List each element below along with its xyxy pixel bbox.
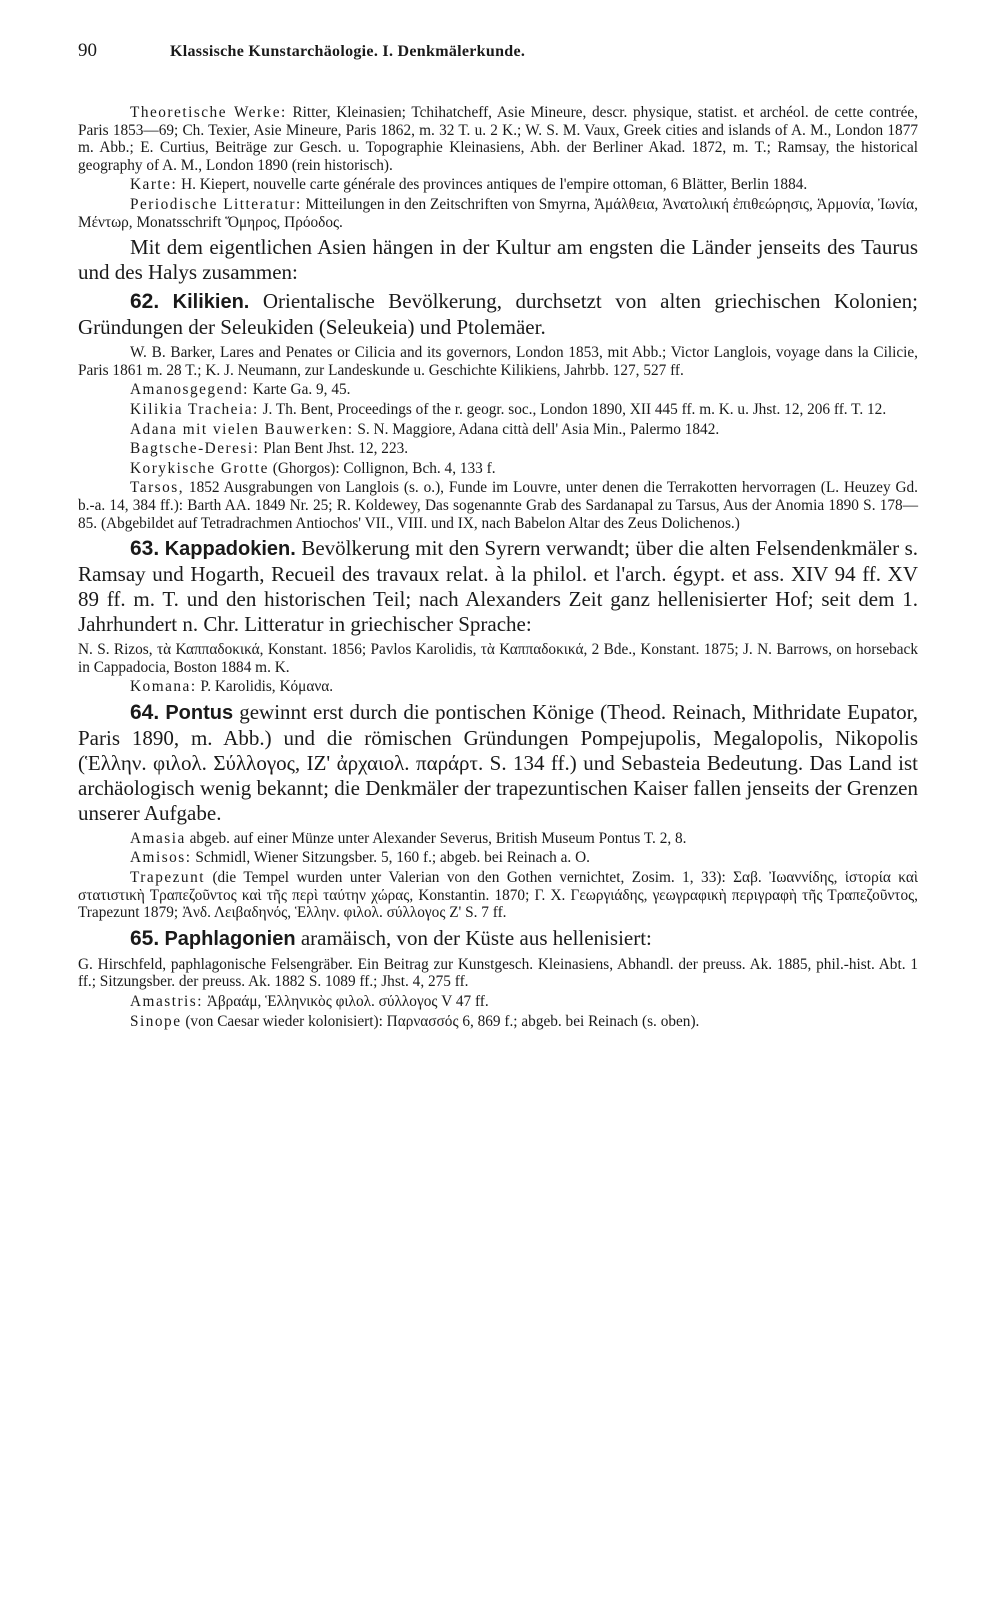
bibliography-entry	[78, 869, 918, 922]
entry-label: Amanosgegend:	[130, 381, 249, 399]
entry-text: 1852 Ausgrabungen von Langlois (s. o.), Funde im Louvre, unter denen die Terrakotten hervorragen (L. Heuzey Gd. b.-a. 14, 384 ff.): Barth AA. 1849 Nr. 25; R. Koldewey, Das sogenannte Grab des Sardanapal zu Tarsus, Aus der Anomia 1890 S. 178—85. (Abgebildet auf Tetradrachmen Antiochos' VII., VIII. und IX, nach Babelon Altar des Zeus Dolichenos.)	[78, 479, 918, 532]
entry-label: Komana:	[130, 678, 197, 696]
entry-text: Karte Ga. 9, 45.	[252, 381, 351, 399]
entry-label: Theoretische Werke:	[130, 104, 287, 121]
bibliography-entry	[78, 479, 918, 532]
entry-text: W. B. Barker, Lares and Penates or Cilicia and its governors, London 1853, mit Abb.; Victor Langlois, voyage dans la Cilicie, Paris 1861 m. 28 T.; K. J. Neumann, zur Landeskunde u. Geschichte Kilikiens, Jahrbb. 127, 527 ff.	[78, 344, 918, 379]
bibliography-periodicals	[78, 196, 918, 231]
section-heading: Kilikien.	[172, 291, 250, 314]
bibliography-entry	[78, 344, 918, 379]
bibliography-map	[78, 176, 918, 194]
entry-label: Amisos:	[130, 849, 192, 867]
bibliography-entry	[78, 678, 918, 696]
bibliography-entry	[78, 830, 918, 848]
paragraph-text: Mit dem eigentlichen Asien hängen in der Kultur am engsten die Länder jenseits des Taurus und des Halys zusammen:	[78, 235, 918, 285]
entry-label: Tarsos,	[130, 479, 185, 497]
entry-text: (von Caesar wieder kolonisiert): Παρνασσός 6, 869 f.; abgeb. bei Reinach (s. oben).	[185, 1012, 700, 1030]
entry-text: J. Th. Bent, Proceedings of the r. geogr. soc., London 1890, XII 445 ff. m. K. u. Jhst. 12, 206 ff. T. 12.	[262, 400, 887, 418]
entry-text: (die Tempel wurden unter Valerian von den Gothen vernichtet, Zosim. 1, 33): Σαβ. Ἰωαννίδης, ἱστορία καὶ στατιστικὴ Τραπεζοῦντος καὶ τῆς περὶ ταύτην χώρας, Konstantin. 1870; Γ. Χ. Γεωργιάδης, γεωγραφικὴ περιγραφὴ τῆς Τραπεζοῦντος, Trapezunt 1879; Ἀνδ. Λειβαδηνός, Ἑλλην. φιλολ. σύλλογος Ζ' S. 7 ff.	[78, 869, 918, 922]
entry-text: H. Kiepert, nouvelle carte générale des provinces antiques de l'empire ottoman, 6 Blätter, Berlin 1884.	[181, 176, 808, 194]
section-62-kilikien	[78, 289, 918, 340]
entry-text: Ritter, Kleinasien; Tchihatcheff, Asie Mineure, descr. physique, statist. et archéol. de cette contrée, Paris 1853—69; Ch. Texier, Asie Mineure, Paris 1862, m. 32 T. u. 2 K.; W. S. M. Vaux, Greek cities and islands of A. M., London 1877 m. Abb.; E. Curtius, Beiträge zur Gesch. u. Topographie Kleinasiens, Abh. der Berliner Akad. 1872, m. T.; Ramsay, the historical geography of A. M., London 1890 (rein historisch).	[78, 104, 918, 174]
entry-text: abgeb. auf einer Münze unter Alexander Severus, British Museum Pontus T. 2, 8.	[189, 829, 687, 847]
entry-label: Amasia	[130, 829, 186, 847]
section-64-pontus	[78, 700, 918, 826]
bibliography-entry	[78, 1013, 918, 1031]
intro-paragraph	[78, 235, 918, 285]
section-65-paphlagonien	[78, 926, 918, 952]
page-number: 90	[78, 40, 97, 61]
bibliography-entry	[78, 381, 918, 399]
entry-label: Bagtsche-Deresi:	[130, 440, 260, 458]
section-63-kappadokien	[78, 536, 918, 637]
entry-text: S. N. Maggiore, Adana città dell' Asia Min., Palermo 1842.	[357, 420, 720, 438]
entry-text: G. Hirschfeld, paphlagonische Felsengräber. Ein Beitrag zur Kunstgesch. Kleinasiens, Abhandl. der preuss. Ak. 1885, phil.-hist. Abt. 1 ff.; Sitzungsber. der preuss. Ak. 1882 S. 1089 ff.; Jhst. 4, 275 ff.	[78, 955, 918, 991]
section-heading: Kappadokien.	[164, 538, 296, 561]
entry-text: N. S. Rizos, τὰ Καππαδοκικά, Konstant. 1856; Pavlos Karolidis, τὰ Καππαδοκικά, 2 Bde., Konstant. 1875; J. N. Barrows, on horseback in Cappadocia, Boston 1884 m. K.	[78, 641, 918, 676]
bibliography-entry	[78, 440, 918, 458]
section-heading: Pontus	[165, 701, 234, 724]
page-body	[78, 104, 918, 1030]
section-text: Bevölkerung mit den Syrern verwandt; über die alten Felsendenkmäler s. Ramsay und Hogarth, Recueil des travaux relat. à la philol. et l'arch. égypt. et ass. XIV 94 ff. XV 89 ff. m. T. und den historischen Teil; nach Alexanders Zeit ganz hellenisierter Hof; seit dem 1. Jahrhundert n. Chr. Litteratur in griechischer Sprache:	[78, 536, 919, 637]
entry-label: Periodische Litteratur:	[130, 195, 302, 213]
entry-label: Karte:	[130, 176, 178, 194]
entry-text: Schmidl, Wiener Sitzungsber. 5, 160 f.; abgeb. bei Reinach a. O.	[195, 849, 590, 867]
running-header	[78, 40, 918, 72]
section-number: 63.	[130, 537, 160, 561]
bibliography-entry	[78, 956, 918, 991]
bibliography-entry	[78, 641, 918, 676]
entry-label: Amastris:	[130, 993, 203, 1011]
entry-label: Adana mit vielen Bauwerken:	[130, 420, 354, 438]
section-number: 64.	[130, 700, 160, 724]
entry-text: Plan Bent Jhst. 12, 223.	[263, 440, 409, 458]
book-page	[78, 40, 918, 1030]
section-number: 62.	[130, 290, 160, 314]
bibliography-entry	[78, 401, 918, 419]
section-heading: Paphlagonien	[164, 927, 296, 950]
entry-text: (Ghorgos): Collignon, Bch. 4, 133 f.	[272, 459, 496, 477]
bibliography-entry	[78, 421, 918, 439]
section-text: aramäisch, von der Küste aus hellenisiert:	[300, 925, 652, 950]
section-number: 65.	[130, 926, 160, 950]
section-text: gewinnt erst durch die pontischen Könige (Theod. Reinach, Mithridate Eupator, Paris 1890, m. Abb.) und die römischen Gründungen Pompejupolis, Megalopolis, Nikopolis (Ἑλλην. φιλολ. Σύλλογος, ΙΖ' ἀρχαιολ. παράρτ. S. 134 ff.) und Sebasteia Bedeutung. Das Land ist archäologisch wenig bekannt; die Denkmäler der trapezuntischen Kaiser fallen jenseits der Grenzen unserer Aufgabe.	[78, 699, 919, 825]
entry-label: Sinope	[130, 1012, 182, 1030]
entry-text: Mitteilungen in den Zeitschriften von Smyrna, Ἀμάλθεια, Ἀνατολική ἐπιθεώρησις, Ἁρμονία, Ἰωνία, Μέντωρ, Monatsschrift Ὅμηρος, Πρόοδος.	[78, 195, 918, 231]
entry-text: P. Karolidis, Κόμανα.	[200, 678, 334, 696]
entry-label: Korykische Grotte	[130, 459, 269, 477]
bibliography-theoretical-works	[78, 104, 918, 174]
bibliography-entry	[78, 849, 918, 867]
entry-text: Ἀβραάμ, Ἑλληνικὸς φιλολ. σύλλογος V 47 ff.	[206, 993, 489, 1011]
entry-label: Kilikia Tracheia:	[130, 400, 259, 418]
section-text: Orientalische Bevölkerung, durchsetzt von alten griechischen Kolonien; Gründungen der Seleukiden (Seleukeia) und Ptolemäer.	[78, 289, 919, 340]
running-title: Klassische Kunstarchäologie. I. Denkmälerkunde.	[170, 43, 526, 60]
entry-label: Trapezunt	[130, 869, 205, 887]
bibliography-entry	[78, 460, 918, 478]
bibliography-entry	[78, 993, 918, 1011]
